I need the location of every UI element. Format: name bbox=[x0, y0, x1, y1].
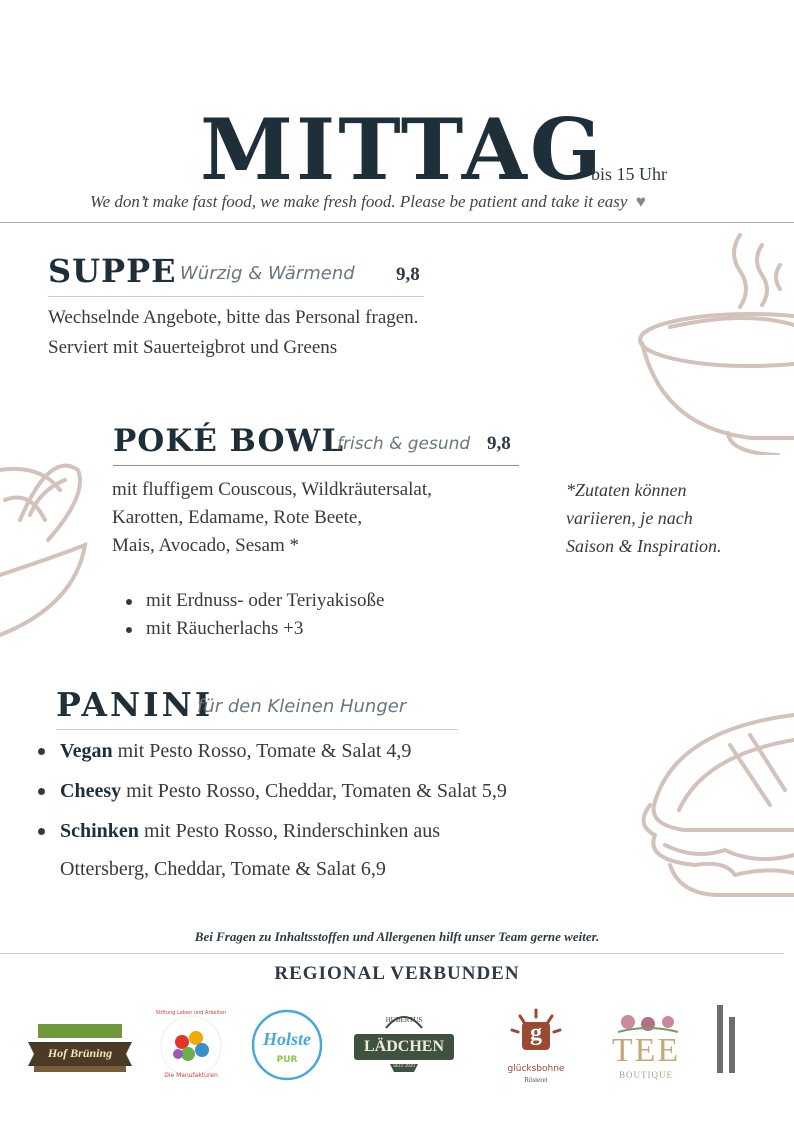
holste-text: Holste bbox=[263, 1029, 311, 1049]
soup-bowl-illustration bbox=[630, 225, 794, 455]
list-item: mit Erdnuss- oder Teriyakisoße bbox=[124, 587, 384, 615]
hubertus-text: HUBERTUS bbox=[385, 1016, 423, 1024]
regional-heading: REGIONAL VERBUNDEN bbox=[274, 963, 520, 984]
panini-title: PANINI bbox=[56, 685, 214, 724]
poke-note-line: Saison & Inspiration. bbox=[566, 536, 722, 556]
header-divider bbox=[0, 222, 794, 223]
gluecks-sub-text: Rösterei bbox=[524, 1076, 548, 1084]
poke-note-line: variieren, je nach bbox=[566, 508, 693, 528]
partner-logo-fragment bbox=[713, 1003, 743, 1075]
panini-desc: mit Pesto Rosso, Cheddar, Tomaten & Salat 5,9 bbox=[121, 780, 507, 802]
poke-description bbox=[112, 476, 432, 560]
heart-icon: ♥ bbox=[635, 192, 646, 211]
suppe-description bbox=[48, 304, 418, 362]
panini-divider bbox=[56, 729, 458, 730]
suppe-line: Serviert mit Sauerteigbrot und Greens bbox=[48, 337, 338, 358]
poke-line: Mais, Avocado, Sesam * bbox=[112, 535, 299, 556]
panini-desc: mit Pesto Rosso, Tomate & Salat 4,9 bbox=[112, 740, 412, 762]
list-item bbox=[34, 731, 507, 771]
poke-line: Karotten, Edamame, Rote Beete, bbox=[112, 507, 363, 528]
panini-list bbox=[34, 731, 507, 851]
tee-text: TEE bbox=[611, 1032, 681, 1069]
list-item bbox=[34, 771, 507, 811]
list-item: mit Räucherlachs +3 bbox=[124, 615, 384, 643]
suppe-tag: Würzig & Wärmend bbox=[180, 263, 355, 284]
hof-bruening-logo bbox=[24, 1018, 136, 1074]
panini-tag: für den Kleinen Hunger bbox=[197, 696, 407, 717]
stiftung-logo bbox=[152, 1010, 230, 1082]
tagline-text: We don’t make fast food, we make fresh food. Please be patient and take it easy bbox=[90, 192, 628, 211]
poke-price: 9,8 bbox=[487, 433, 511, 454]
laedchen-text: LÄDCHEN bbox=[363, 1038, 444, 1055]
hubertus-laedchen-logo bbox=[350, 1010, 458, 1076]
laedchen-sub-text: SEIT 2020 bbox=[393, 1064, 415, 1069]
panini-continuation: Ottersberg, Cheddar, Tomate & Salat 6,9 bbox=[60, 858, 386, 880]
suppe-divider bbox=[48, 296, 424, 297]
footer-divider bbox=[0, 953, 784, 954]
salad-bowl-illustration bbox=[0, 460, 90, 645]
panini-name: Schinken bbox=[60, 820, 139, 842]
holste-sub-text: PUR bbox=[276, 1055, 298, 1065]
poke-divider bbox=[113, 465, 519, 466]
gluecksbohne-logo bbox=[496, 1008, 576, 1088]
panini-name: Cheesy bbox=[60, 780, 122, 802]
gluecks-text: glücksbohne bbox=[507, 1064, 565, 1074]
poke-line: mit fluffigem Couscous, Wildkräutersalat, bbox=[112, 479, 432, 500]
stiftung-bottom-text: Die Manufakturen bbox=[164, 1072, 218, 1079]
suppe-title: SUPPE bbox=[48, 252, 177, 290]
holste-pur-logo bbox=[251, 1009, 323, 1081]
tee-sub-text: BOUTIQUE bbox=[619, 1070, 673, 1080]
poke-title: POKÉ BOWL bbox=[113, 423, 345, 459]
page-title: MITTAG bbox=[200, 100, 605, 199]
panini-name: Vegan bbox=[60, 740, 113, 762]
panini-illustration bbox=[640, 705, 794, 905]
stiftung-top-text: Stiftung Leben und Arbeiten bbox=[155, 1010, 227, 1016]
tee-boutique-logo bbox=[604, 1012, 688, 1084]
suppe-line: Wechselnde Angebote, bitte das Personal fragen. bbox=[48, 307, 419, 328]
gluecks-g-icon: g bbox=[530, 1020, 542, 1046]
poke-note bbox=[566, 476, 722, 560]
poke-note-line: *Zutaten können bbox=[566, 480, 687, 500]
hof-text: Hof Brüning bbox=[47, 1046, 113, 1060]
tagline bbox=[90, 192, 646, 212]
list-item bbox=[34, 811, 507, 851]
title-subtitle: bis 15 Uhr bbox=[591, 164, 667, 184]
panini-desc: mit Pesto Rosso, Rinderschinken aus bbox=[138, 820, 441, 842]
poke-options bbox=[124, 587, 384, 643]
suppe-price: 9,8 bbox=[396, 264, 420, 285]
poke-tag: frisch & gesund bbox=[337, 434, 471, 454]
allergen-note: Bei Fragen zu Inhaltsstoffen und Allergenen hilft unser Team gerne weiter. bbox=[194, 929, 600, 944]
